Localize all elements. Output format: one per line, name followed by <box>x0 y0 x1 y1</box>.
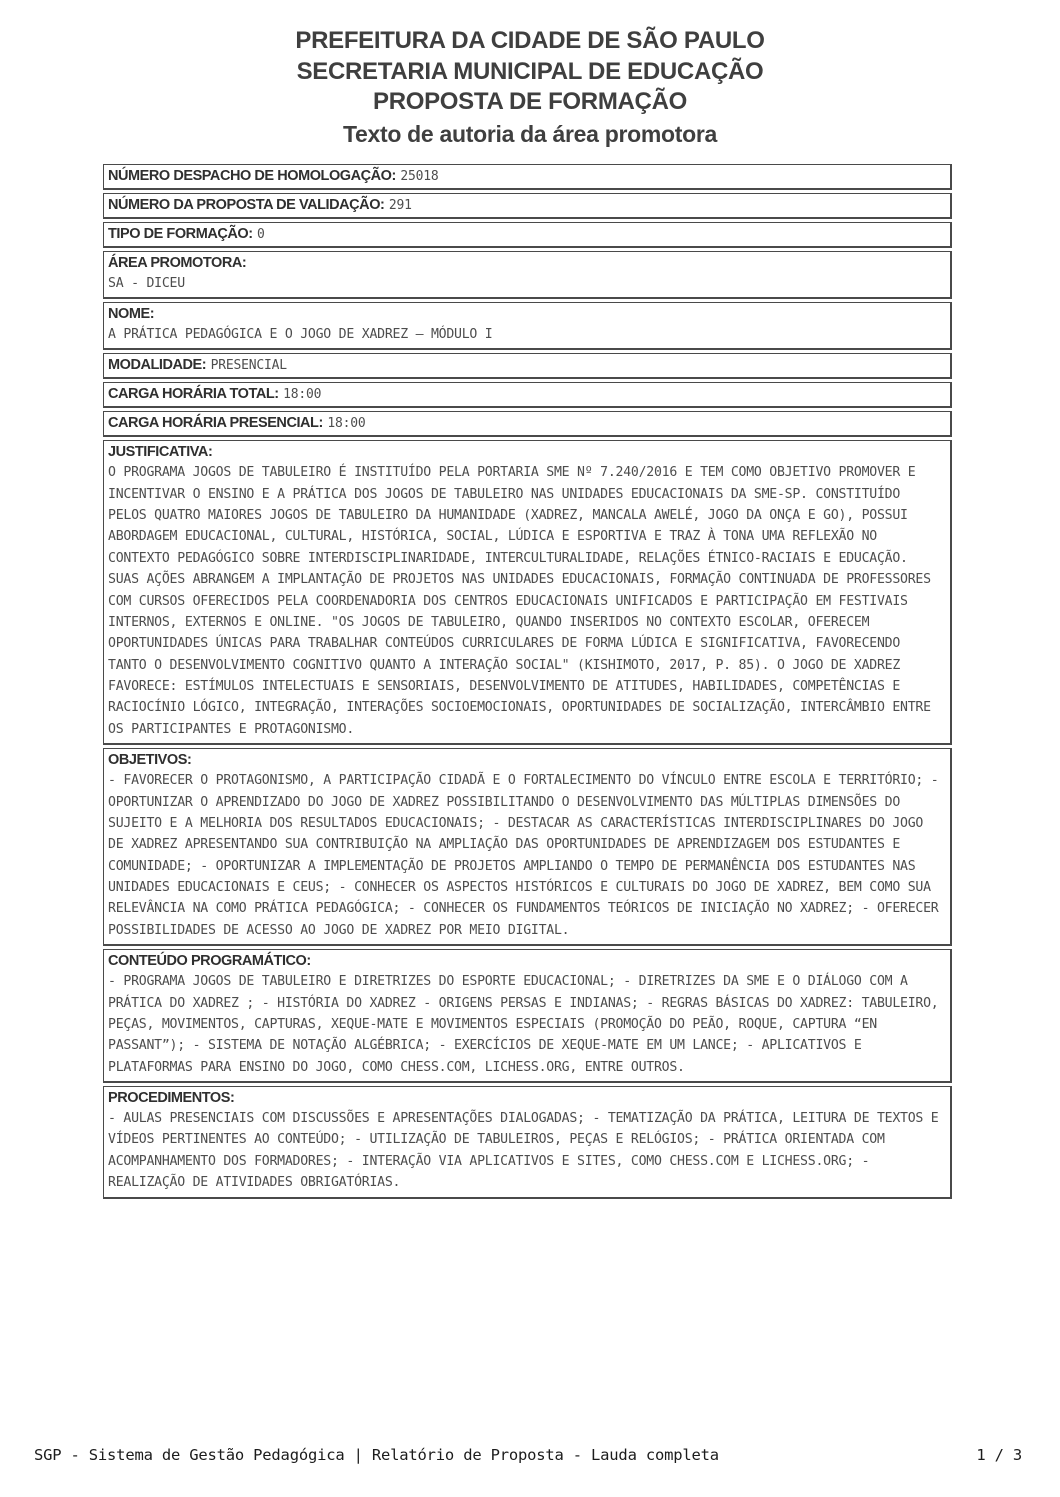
field-value: PRESENCIAL <box>210 358 287 374</box>
header-line-secretaria: SECRETARIA MUNICIPAL DE EDUCAÇÃO <box>296 57 764 85</box>
field-carga-horaria-total <box>103 382 952 408</box>
header-line-prefeitura: PREFEITURA DA CIDADE DE SÃO PAULO <box>295 27 765 54</box>
field-label: MODALIDADE: <box>108 357 207 374</box>
field-value: 25018 <box>400 168 439 184</box>
field-label: ÁREA PROMOTORA: <box>108 254 247 271</box>
field-label: PROCEDIMENTOS: <box>108 1090 235 1107</box>
header-line-proposta: PROPOSTA DE FORMAÇÃO <box>372 88 687 116</box>
field-value: 291 <box>388 197 412 213</box>
field-value: - FAVORECER O PROTAGONISMO, A PARTICIPAÇÃO CIDADÃ E O FORTALECIMENTO DO VÍNCULO ENTRE ESCOLA E TERRITÓRIO; - OPORTUNIZAR O APRENDIZADO DO JOGO DE XADREZ POSSIBILITANDO O DESENVOLVIMENTO DAS MÚLTIPLAS DIMENSÕES DO SUJEITO E A MELHORIA DOS RESULTADOS EDUCACIONAIS; - DESTACAR AS CARACTERÍSTICAS INTERDISCIPLINARES DO JOGO DE XADREZ APRESENTANDO SUA CONTRIBUIÇÃO NA AMPLIAÇÃO DAS OPORTUNIDADES DE APRENDIZAGEM DOS ESTUDANTES E COMUNIDADE; - OPORTUNIZAR A IMPLEMENTAÇÃO DE PROJETOS AMPLIANDO O TEMPO DE PERMANÊNCIA DOS ESTUDANTES NAS UNIDADES EDUCACIONAIS E CEUS; - CONHECER OS ASPECTOS HISTÓRICOS E CULTURAIS DO JOGO DE XADREZ, BEM COMO SUA RELEVÂNCIA NA COMO PRÁTICA PEDAGÓGICA; - CONHECER OS FUNDAMENTOS TEÓRICOS DE INICIAÇÃO NO XADREZ; - OFERECER POSSIBILIDADES DE ACESSO AO JOGO DE XADREZ POR MEIO DIGITAL. <box>108 773 947 938</box>
field-label: NOME: <box>108 305 155 322</box>
field-label: CARGA HORÁRIA PRESENCIAL: <box>108 415 323 432</box>
field-label: CONTEÚDO PROGRAMÁTICO: <box>108 953 311 970</box>
field-procedimentos <box>103 1086 952 1199</box>
field-value: SA - DICEU <box>108 275 185 291</box>
field-value: A PRÁTICA PEDAGÓGICA E O JOGO DE XADREZ — MÓDULO I <box>108 326 493 342</box>
document-header <box>0 0 1060 150</box>
proposal-field-list <box>103 164 952 1199</box>
field-modalidade <box>103 353 952 379</box>
field-label: NÚMERO DESPACHO DE HOMOLOGAÇÃO: <box>108 167 396 184</box>
field-nome <box>103 302 952 350</box>
field-label: JUSTIFICATIVA: <box>108 444 213 461</box>
field-label: OBJETIVOS: <box>108 752 192 769</box>
field-area-promotora <box>103 251 952 299</box>
footer-page-number: 1 / 3 <box>976 1446 1022 1464</box>
footer-system-label: SGP - Sistema de Gestão Pedagógica | Relatório de Proposta - Lauda completa <box>34 1446 719 1464</box>
field-justificativa <box>103 440 952 745</box>
field-numero-despacho-homologacao <box>103 164 952 190</box>
field-label: NÚMERO DA PROPOSTA DE VALIDAÇÃO: <box>108 196 385 213</box>
document-footer <box>0 1446 1060 1464</box>
field-value: 18:00 <box>283 387 322 403</box>
field-value: O PROGRAMA JOGOS DE TABULEIRO É INSTITUÍDO PELA PORTARIA SME Nº 7.240/2016 E TEM COMO OBJETIVO PROMOVER E INCENTIVAR O ENSINO E A PRÁTICA DOS JOGOS DE TABULEIRO NAS UNIDADES EDUCACIONAIS DA SME-SP. CONSTITUÍDO PELOS QUATRO MAIORES JOGOS DE TABULEIRO DA HUMANIDADE (XADREZ, MANCALA AWELÉ, JOGO DA ONÇA E GO), POSSUI ABORDAGEM EDUCACIONAL, CULTURAL, HISTÓRICA, SOCIAL, LÚDICA E ESPORTIVA E TRAZ À TONA UMA REFLEXÃO NO CONTEXTO PEDAGÓGICO SOBRE INTERDISCIPLINARIDADE, INTERCULTURALIDADE, RELAÇÕES ÉTNICO-RACIAIS E EDUCAÇÃO. SUAS AÇÕES ABRANGEM A IMPLANTAÇÃO DE PROJETOS NAS UNIDADES EDUCACIONAIS, FORMAÇÃO CONTINUADA DE PROFESSORES COM CURSOS OFERECIDOS PELA COORDENADORIA DOS CENTROS EDUCACIONAIS UNIFICADOS E PARTICIPAÇÃO EM FESTIVAIS INTERNOS, EXTERNOS E ONLINE. "OS JOGOS DE TABULEIRO, QUANDO INSERIDOS NO CONTEXTO ESCOLAR, OFERECEM OPORTUNIDADES ÚNICAS PARA TRABALHAR CONTEÚDOS CURRICULARES DE FORMA LÚDICA E SIGNIFICATIVA, FAVORECENDO TANTO O DESENVOLVIMENTO COGNITIVO QUANTO A INTERAÇÃO SOCIAL" (KISHIMOTO, 2017, P. 85). O JOGO DE XADREZ FAVORECE: ESTÍMULOS INTELECTUAIS E SENSORIAIS, DESENVOLVIMENTO DE ATITUDES, HABILIDADES, COMPETÊNCIAS E RACIOCÍNIO LÓGICO, INTEGRAÇÃO, INTERAÇÕES SOCIOEMOCIONAIS, OPORTUNIDADES DE SOCIALIZAÇÃO, INTERCÂMBIO ENTRE OS PARTICIPANTES E PROTAGONISMO. <box>108 465 939 737</box>
field-value: - AULAS PRESENCIAIS COM DISCUSSÕES E APRESENTAÇÕES DIALOGADAS; - TEMATIZAÇÃO DA PRÁTICA, LEITURA DE TEXTOS E VÍDEOS PERTINENTES AO CONTEÚDO; - UTILIZAÇÃO DE TABULEIROS, PEÇAS E RELÓGIOS; - PRÁTICA ORIENTADA COM ACOMPANHAMENTO DOS FORMADORES; - INTERAÇÃO VIA APLICATIVOS E SITES, COMO CHESS.COM E LICHESS.ORG; - REALIZAÇÃO DE ATIVIDADES OBRIGATÓRIAS. <box>108 1111 947 1191</box>
field-label: TIPO DE FORMAÇÃO: <box>108 225 253 242</box>
field-tipo-formacao <box>103 222 952 248</box>
field-label: CARGA HORÁRIA TOTAL: <box>108 386 279 403</box>
field-value: 18:00 <box>327 416 366 432</box>
field-numero-proposta-validacao <box>103 193 952 219</box>
header-line-subtitle: Texto de autoria da área promotora <box>342 121 718 148</box>
field-conteudo-programatico <box>103 949 952 1083</box>
field-carga-horaria-presencial <box>103 411 952 437</box>
field-objetivos <box>103 748 952 946</box>
field-value: - PROGRAMA JOGOS DE TABULEIRO E DIRETRIZES DO ESPORTE EDUCACIONAL; - DIRETRIZES DA SME E O DIÁLOGO COM A PRÁTICA DO XADREZ ; - HISTÓRIA DO XADREZ - ORIGENS PERSAS E INDIANAS; - REGRAS BÁSICAS DO XADREZ: TABULEIRO, PEÇAS, MOVIMENTOS, CAPTURAS, XEQUE-MATE E MOVIMENTOS ESPECIAIS (PROMOÇÃO DO PEÃO, ROQUE, CAPTURA “EN PASSANT”); - SISTEMA DE NOTAÇÃO ALGÉBRICA; - EXERCÍCIOS DE XEQUE-MATE EM UM LANCE; - APLICATIVOS E PLATAFORMAS PARA ENSINO DO JOGO, COMO CHESS.COM, LICHESS.ORG, ENTRE OUTROS. <box>108 974 947 1075</box>
field-value: 0 <box>257 226 265 242</box>
